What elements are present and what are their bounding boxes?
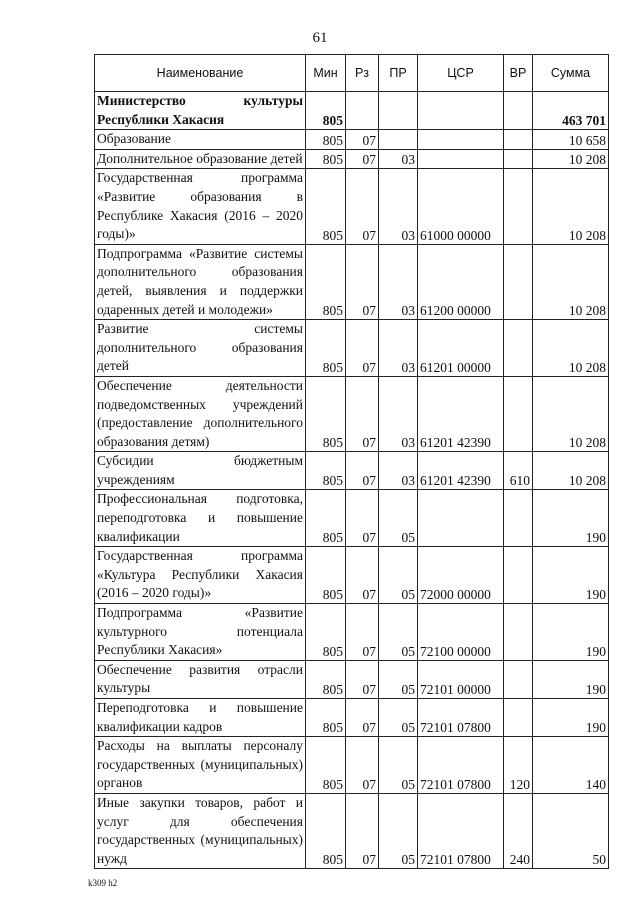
cell-min: 805 — [306, 660, 346, 698]
cell-vr — [504, 604, 533, 661]
header-vr: ВР — [504, 55, 533, 92]
cell-csr: 61201 42390 — [418, 452, 504, 490]
cell-csr — [418, 149, 504, 169]
cell-sum: 10 208 — [533, 452, 609, 490]
cell-min: 805 — [306, 320, 346, 377]
cell-sum: 10 208 — [533, 376, 609, 451]
cell-csr: 72100 00000 — [418, 604, 504, 661]
cell-csr: 72000 00000 — [418, 547, 504, 604]
cell-name: Иные закупки товаров, работ и услуг для обеспечения государственных (муниципальных) нужд — [95, 793, 306, 868]
cell-vr: 240 — [504, 793, 533, 868]
table-row — [95, 490, 609, 547]
cell-name: Министерство культуры Республики Хакасия — [95, 92, 306, 130]
cell-rz: 07 — [346, 793, 379, 868]
table-row — [95, 604, 609, 661]
cell-csr: 61200 00000 — [418, 244, 504, 319]
cell-pr: 03 — [379, 169, 418, 244]
cell-csr: 72101 00000 — [418, 660, 504, 698]
table-row — [95, 376, 609, 451]
cell-name: Переподготовка и повышение квалификации кадров — [95, 699, 306, 737]
cell-csr: 72101 07800 — [418, 737, 504, 794]
cell-vr — [504, 699, 533, 737]
table-row — [95, 320, 609, 377]
cell-vr: 610 — [504, 452, 533, 490]
table-row — [95, 452, 609, 490]
cell-csr: 61201 00000 — [418, 320, 504, 377]
page-number: 61 — [312, 30, 328, 46]
cell-min: 805 — [306, 376, 346, 451]
cell-name: Субсидии бюджетным учреждениям — [95, 452, 306, 490]
header-csr: ЦСР — [418, 55, 504, 92]
cell-min: 805 — [306, 737, 346, 794]
footer-code: k309 h2 — [88, 878, 118, 888]
cell-csr: 61000 00000 — [418, 169, 504, 244]
table-row — [95, 547, 609, 604]
cell-pr: 03 — [379, 244, 418, 319]
cell-min: 805 — [306, 130, 346, 150]
cell-name: Обеспечение деятельности подведомственных учреждений (предоставление дополнительного образования детям) — [95, 376, 306, 451]
cell-min: 805 — [306, 92, 346, 130]
cell-rz: 07 — [346, 169, 379, 244]
cell-pr: 05 — [379, 490, 418, 547]
cell-min: 805 — [306, 149, 346, 169]
cell-rz: 07 — [346, 244, 379, 319]
cell-csr: 72101 07800 — [418, 793, 504, 868]
cell-sum: 10 208 — [533, 244, 609, 319]
table-row — [95, 699, 609, 737]
cell-pr: 05 — [379, 660, 418, 698]
cell-sum: 190 — [533, 604, 609, 661]
cell-name: Дополнительное образование детей — [95, 149, 306, 169]
cell-pr — [379, 92, 418, 130]
cell-pr: 03 — [379, 376, 418, 451]
cell-sum: 50 — [533, 793, 609, 868]
cell-sum: 140 — [533, 737, 609, 794]
table-row — [95, 130, 609, 150]
cell-sum: 10 208 — [533, 320, 609, 377]
table-row — [95, 793, 609, 868]
cell-min: 805 — [306, 699, 346, 737]
cell-rz: 07 — [346, 320, 379, 377]
header-min: Мин — [306, 55, 346, 92]
cell-rz: 07 — [346, 547, 379, 604]
cell-vr — [504, 169, 533, 244]
cell-sum: 190 — [533, 490, 609, 547]
cell-name: Развитие системы дополнительного образования детей — [95, 320, 306, 377]
cell-name: Профессиональная подготовка, переподготовка и повышение квалификации — [95, 490, 306, 547]
cell-min: 805 — [306, 604, 346, 661]
table-row — [95, 660, 609, 698]
cell-rz: 07 — [346, 130, 379, 150]
cell-sum: 10 208 — [533, 169, 609, 244]
cell-rz: 07 — [346, 490, 379, 547]
header-pr: ПР — [379, 55, 418, 92]
cell-vr — [504, 547, 533, 604]
cell-vr: 120 — [504, 737, 533, 794]
cell-csr: 61201 42390 — [418, 376, 504, 451]
cell-name: Подпрограмма «Развитие культурного потенциала Республики Хакасия» — [95, 604, 306, 661]
cell-name: Подпрограмма «Развитие системы дополнительного образования детей, выявления и поддержки одаренных детей и молодежи» — [95, 244, 306, 319]
cell-name: Государственная программа «Культура Республики Хакасия (2016 – 2020 годы)» — [95, 547, 306, 604]
table-header-row — [95, 55, 609, 92]
cell-vr — [504, 92, 533, 130]
cell-vr — [504, 490, 533, 547]
cell-pr: 03 — [379, 149, 418, 169]
cell-sum: 190 — [533, 660, 609, 698]
cell-sum: 10 208 — [533, 149, 609, 169]
cell-vr — [504, 660, 533, 698]
cell-name: Государственная программа «Развитие образования в Республике Хакасия (2016 – 2020 годы)» — [95, 169, 306, 244]
cell-csr: 72101 07800 — [418, 699, 504, 737]
cell-min: 805 — [306, 244, 346, 319]
cell-min: 805 — [306, 490, 346, 547]
cell-min: 805 — [306, 169, 346, 244]
cell-pr: 03 — [379, 452, 418, 490]
cell-pr — [379, 130, 418, 150]
cell-min: 805 — [306, 547, 346, 604]
table-row — [95, 149, 609, 169]
cell-rz: 07 — [346, 452, 379, 490]
cell-pr: 05 — [379, 547, 418, 604]
table-row — [95, 169, 609, 244]
table-row — [95, 737, 609, 794]
cell-name: Обеспечение развития отрасли культуры — [95, 660, 306, 698]
cell-min: 805 — [306, 793, 346, 868]
cell-rz: 07 — [346, 660, 379, 698]
cell-csr — [418, 92, 504, 130]
cell-vr — [504, 320, 533, 377]
cell-name: Образование — [95, 130, 306, 150]
cell-vr — [504, 244, 533, 319]
cell-rz: 07 — [346, 737, 379, 794]
cell-sum: 10 658 — [533, 130, 609, 150]
cell-pr: 05 — [379, 793, 418, 868]
cell-pr: 05 — [379, 699, 418, 737]
cell-rz: 07 — [346, 149, 379, 169]
cell-vr — [504, 149, 533, 169]
cell-pr: 05 — [379, 737, 418, 794]
cell-pr: 05 — [379, 604, 418, 661]
cell-sum: 190 — [533, 699, 609, 737]
cell-vr — [504, 376, 533, 451]
cell-pr: 03 — [379, 320, 418, 377]
header-sum: Сумма — [533, 55, 609, 92]
header-rz: Рз — [346, 55, 379, 92]
cell-rz: 07 — [346, 604, 379, 661]
cell-vr — [504, 130, 533, 150]
cell-rz: 07 — [346, 376, 379, 451]
table-row — [95, 244, 609, 319]
budget-table — [94, 54, 609, 869]
cell-csr — [418, 130, 504, 150]
cell-min: 805 — [306, 452, 346, 490]
cell-sum: 463 701 — [533, 92, 609, 130]
cell-name: Расходы на выплаты персоналу государственных (муниципальных) органов — [95, 737, 306, 794]
cell-rz: 07 — [346, 699, 379, 737]
table-row — [95, 92, 609, 130]
cell-csr — [418, 490, 504, 547]
cell-sum: 190 — [533, 547, 609, 604]
header-name: Наименование — [95, 55, 306, 92]
cell-rz — [346, 92, 379, 130]
